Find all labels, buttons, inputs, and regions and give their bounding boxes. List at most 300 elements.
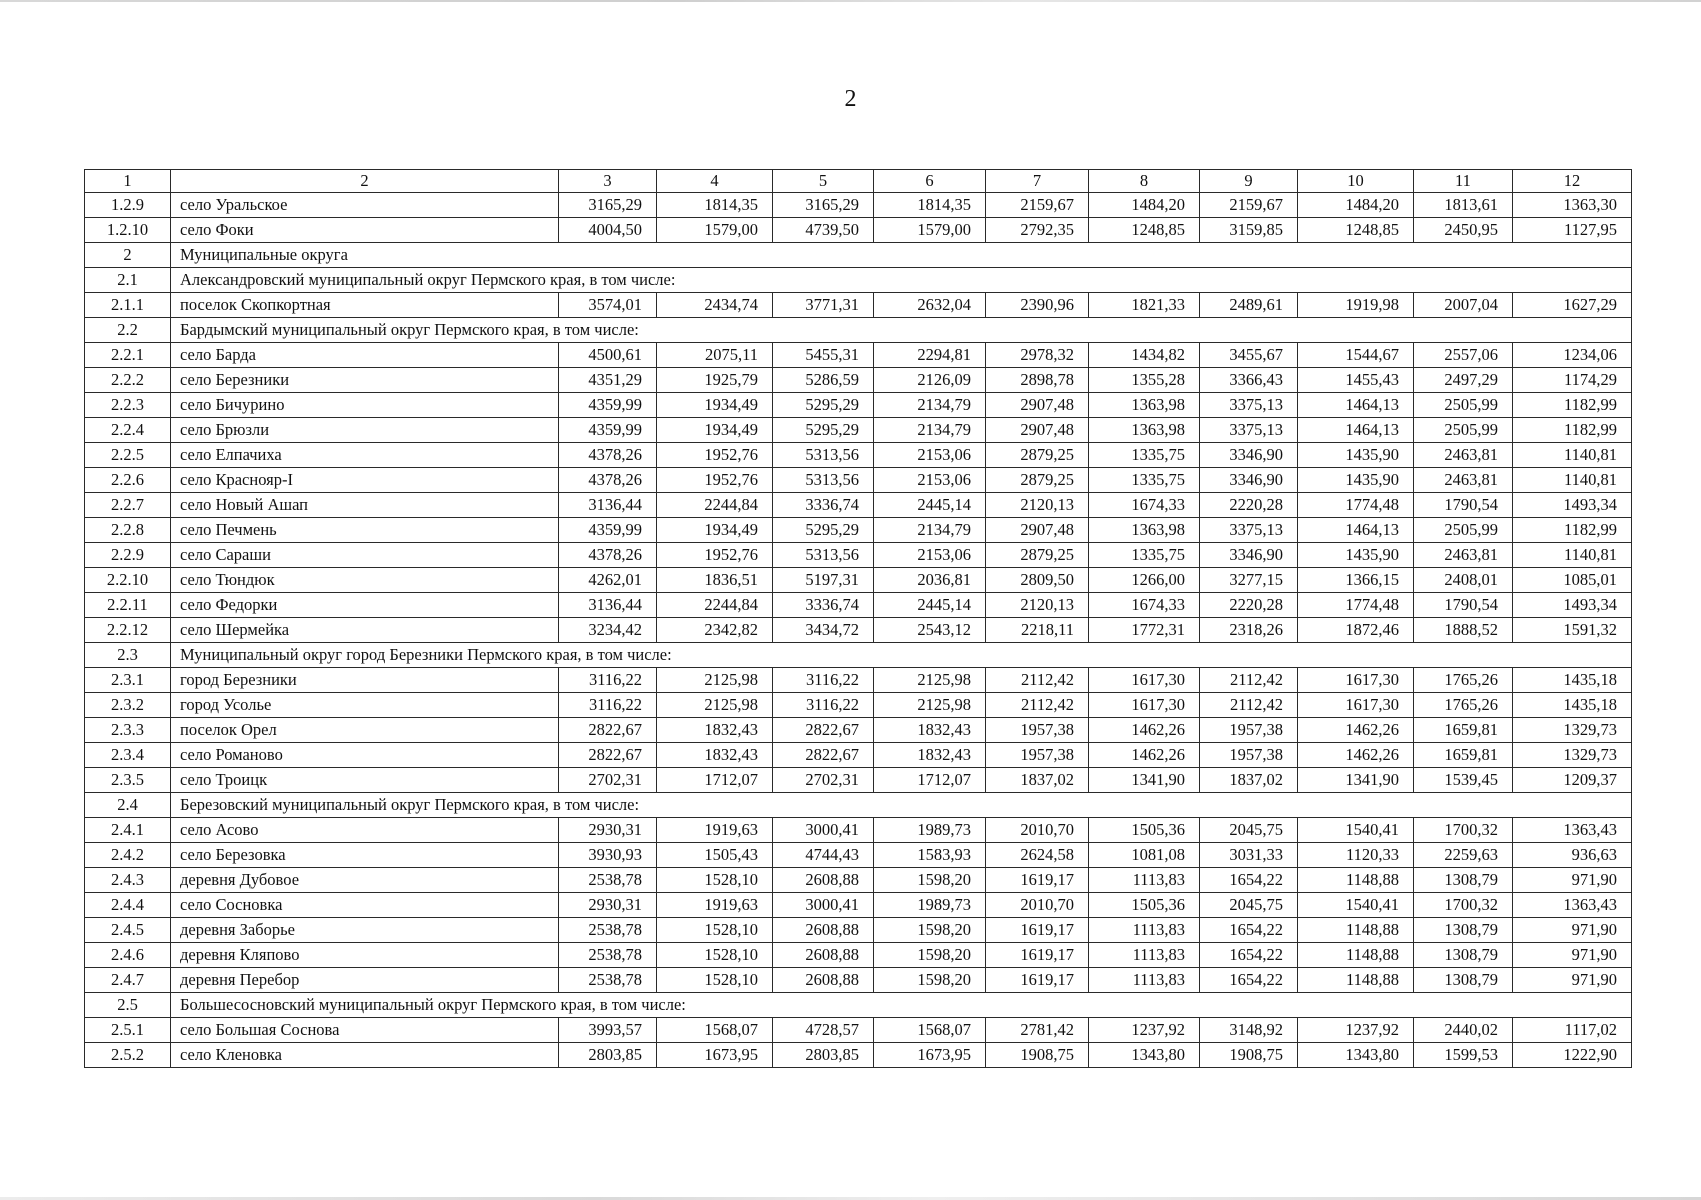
section-row <box>85 318 1632 343</box>
settlement-name-cell: село Федорки <box>171 593 559 618</box>
value-cell: 1493,34 <box>1513 593 1632 618</box>
value-cell: 1832,43 <box>657 718 773 743</box>
value-cell: 1700,32 <box>1414 818 1513 843</box>
value-cell: 1617,30 <box>1298 693 1414 718</box>
value-cell: 2907,48 <box>986 418 1089 443</box>
value-cell: 2978,32 <box>986 343 1089 368</box>
value-cell: 1366,15 <box>1298 568 1414 593</box>
value-cell: 1435,90 <box>1298 468 1414 493</box>
value-cell: 1329,73 <box>1513 743 1632 768</box>
value-cell: 2803,85 <box>559 1043 657 1068</box>
value-cell: 3000,41 <box>773 818 874 843</box>
value-cell: 2390,96 <box>986 293 1089 318</box>
value-cell: 1462,26 <box>1089 743 1200 768</box>
table-row <box>85 418 1632 443</box>
settlement-name-cell: село Березовка <box>171 843 559 868</box>
value-cell: 2318,26 <box>1200 618 1298 643</box>
value-cell: 1528,10 <box>657 918 773 943</box>
value-cell: 5197,31 <box>773 568 874 593</box>
table-row <box>85 493 1632 518</box>
value-cell: 1266,00 <box>1089 568 1200 593</box>
value-cell: 2822,67 <box>559 718 657 743</box>
value-cell: 2608,88 <box>773 943 874 968</box>
value-cell: 2112,42 <box>986 693 1089 718</box>
table-row <box>85 843 1632 868</box>
value-cell: 1919,98 <box>1298 293 1414 318</box>
value-cell: 2557,06 <box>1414 343 1513 368</box>
value-cell: 1528,10 <box>657 968 773 993</box>
row-number-cell: 2.1 <box>85 268 171 293</box>
value-cell: 2538,78 <box>559 918 657 943</box>
value-cell: 2930,31 <box>559 893 657 918</box>
table-row <box>85 293 1632 318</box>
value-cell: 1837,02 <box>986 768 1089 793</box>
table-row <box>85 443 1632 468</box>
value-cell: 2505,99 <box>1414 393 1513 418</box>
scan-edge-top <box>0 0 1701 2</box>
value-cell: 1355,28 <box>1089 368 1200 393</box>
value-cell: 2809,50 <box>986 568 1089 593</box>
table-row <box>85 818 1632 843</box>
value-cell: 5295,29 <box>773 518 874 543</box>
value-cell: 2463,81 <box>1414 468 1513 493</box>
row-number-cell: 2.3.2 <box>85 693 171 718</box>
value-cell: 2822,67 <box>559 743 657 768</box>
value-cell: 1654,22 <box>1200 943 1298 968</box>
value-cell: 971,90 <box>1513 968 1632 993</box>
table-row <box>85 218 1632 243</box>
value-cell: 2803,85 <box>773 1043 874 1068</box>
value-cell: 1493,34 <box>1513 493 1632 518</box>
value-cell: 4378,26 <box>559 543 657 568</box>
value-cell: 1182,99 <box>1513 393 1632 418</box>
value-cell: 2538,78 <box>559 868 657 893</box>
value-cell: 2632,04 <box>874 293 986 318</box>
value-cell: 1919,63 <box>657 818 773 843</box>
value-cell: 1113,83 <box>1089 918 1200 943</box>
value-cell: 4378,26 <box>559 468 657 493</box>
value-cell: 2220,28 <box>1200 493 1298 518</box>
value-cell: 1363,98 <box>1089 393 1200 418</box>
row-number-cell: 2.2.11 <box>85 593 171 618</box>
value-cell: 1673,95 <box>657 1043 773 1068</box>
value-cell: 1989,73 <box>874 818 986 843</box>
row-number-cell: 2.4.2 <box>85 843 171 868</box>
value-cell: 2408,01 <box>1414 568 1513 593</box>
settlement-name-cell: село Кленовка <box>171 1043 559 1068</box>
value-cell: 2007,04 <box>1414 293 1513 318</box>
row-number-cell: 2.4.4 <box>85 893 171 918</box>
value-cell: 2218,11 <box>986 618 1089 643</box>
value-cell: 1934,49 <box>657 518 773 543</box>
value-cell: 3346,90 <box>1200 443 1298 468</box>
page-number: 2 <box>844 86 857 112</box>
value-cell: 3136,44 <box>559 593 657 618</box>
value-cell: 1484,20 <box>1298 193 1414 218</box>
value-cell: 1712,07 <box>874 768 986 793</box>
settlement-name-cell: село Тюндюк <box>171 568 559 593</box>
section-title-cell: Березовский муниципальный округ Пермского края, в том числе: <box>171 793 1632 818</box>
row-number-cell: 2 <box>85 243 171 268</box>
value-cell: 3346,90 <box>1200 543 1298 568</box>
settlement-name-cell: село Шермейка <box>171 618 559 643</box>
row-number-cell: 2.5.1 <box>85 1018 171 1043</box>
value-cell: 4728,57 <box>773 1018 874 1043</box>
value-cell: 1774,48 <box>1298 493 1414 518</box>
value-cell: 1308,79 <box>1414 943 1513 968</box>
value-cell: 3165,29 <box>773 193 874 218</box>
value-cell: 2505,99 <box>1414 518 1513 543</box>
value-cell: 2608,88 <box>773 868 874 893</box>
row-number-cell: 2.3.5 <box>85 768 171 793</box>
value-cell: 3434,72 <box>773 618 874 643</box>
row-number-cell: 2.4.7 <box>85 968 171 993</box>
section-row <box>85 993 1632 1018</box>
value-cell: 1308,79 <box>1414 868 1513 893</box>
value-cell: 1659,81 <box>1414 718 1513 743</box>
value-cell: 1673,95 <box>874 1043 986 1068</box>
section-row <box>85 643 1632 668</box>
value-cell: 1700,32 <box>1414 893 1513 918</box>
value-cell: 1598,20 <box>874 968 986 993</box>
value-cell: 1237,92 <box>1089 1018 1200 1043</box>
value-cell: 2125,98 <box>657 693 773 718</box>
value-cell: 1363,98 <box>1089 518 1200 543</box>
value-cell: 1814,35 <box>874 193 986 218</box>
value-cell: 971,90 <box>1513 943 1632 968</box>
value-cell: 2010,70 <box>986 893 1089 918</box>
settlement-name-cell: село Троицк <box>171 768 559 793</box>
row-number-cell: 2.2.4 <box>85 418 171 443</box>
value-cell: 1908,75 <box>1200 1043 1298 1068</box>
value-cell: 3277,15 <box>1200 568 1298 593</box>
value-cell: 2125,98 <box>874 693 986 718</box>
value-cell: 971,90 <box>1513 918 1632 943</box>
value-cell: 1140,81 <box>1513 468 1632 493</box>
value-cell: 1120,33 <box>1298 843 1414 868</box>
value-cell: 1598,20 <box>874 943 986 968</box>
value-cell: 3116,22 <box>773 668 874 693</box>
value-cell: 1579,00 <box>874 218 986 243</box>
value-cell: 4500,61 <box>559 343 657 368</box>
value-cell: 1341,90 <box>1089 768 1200 793</box>
value-cell: 1813,61 <box>1414 193 1513 218</box>
value-cell: 1222,90 <box>1513 1043 1632 1068</box>
row-number-cell: 1.2.9 <box>85 193 171 218</box>
value-cell: 4359,99 <box>559 393 657 418</box>
value-cell: 3375,13 <box>1200 393 1298 418</box>
value-cell: 2505,99 <box>1414 418 1513 443</box>
value-cell: 1583,93 <box>874 843 986 868</box>
value-cell: 3116,22 <box>773 693 874 718</box>
value-cell: 1148,88 <box>1298 868 1414 893</box>
value-cell: 2159,67 <box>1200 193 1298 218</box>
row-number-cell: 2.2.12 <box>85 618 171 643</box>
table-row <box>85 693 1632 718</box>
row-number-cell: 2.4 <box>85 793 171 818</box>
value-cell: 2134,79 <box>874 518 986 543</box>
value-cell: 1329,73 <box>1513 718 1632 743</box>
value-cell: 3336,74 <box>773 593 874 618</box>
row-number-cell: 2.5.2 <box>85 1043 171 1068</box>
section-title-cell: Муниципальные округа <box>171 243 1632 268</box>
value-cell: 1837,02 <box>1200 768 1298 793</box>
value-cell: 5295,29 <box>773 393 874 418</box>
value-cell: 2543,12 <box>874 618 986 643</box>
value-cell: 2125,98 <box>874 668 986 693</box>
value-cell: 1528,10 <box>657 868 773 893</box>
value-cell: 2792,35 <box>986 218 1089 243</box>
value-cell: 1435,18 <box>1513 668 1632 693</box>
value-cell: 971,90 <box>1513 868 1632 893</box>
value-cell: 1308,79 <box>1414 968 1513 993</box>
row-number-cell: 2.2 <box>85 318 171 343</box>
value-cell: 1568,07 <box>874 1018 986 1043</box>
value-cell: 1343,80 <box>1298 1043 1414 1068</box>
value-cell: 2463,81 <box>1414 443 1513 468</box>
value-cell: 1544,67 <box>1298 343 1414 368</box>
settlement-name-cell: город Березники <box>171 668 559 693</box>
value-cell: 1619,17 <box>986 918 1089 943</box>
settlement-name-cell: деревня Заборье <box>171 918 559 943</box>
settlement-name-cell: село Большая Соснова <box>171 1018 559 1043</box>
value-cell: 4262,01 <box>559 568 657 593</box>
value-cell: 5313,56 <box>773 468 874 493</box>
value-cell: 1484,20 <box>1089 193 1200 218</box>
row-number-cell: 2.2.2 <box>85 368 171 393</box>
settlement-name-cell: село Бичурино <box>171 393 559 418</box>
value-cell: 2608,88 <box>773 968 874 993</box>
table-row <box>85 543 1632 568</box>
settlement-name-cell: деревня Кляпово <box>171 943 559 968</box>
value-cell: 1934,49 <box>657 418 773 443</box>
value-cell: 2898,78 <box>986 368 1089 393</box>
value-cell: 1617,30 <box>1089 693 1200 718</box>
value-cell: 3375,13 <box>1200 418 1298 443</box>
value-cell: 2822,67 <box>773 718 874 743</box>
table-row <box>85 668 1632 693</box>
value-cell: 2702,31 <box>773 768 874 793</box>
value-cell: 1599,53 <box>1414 1043 1513 1068</box>
table-row <box>85 343 1632 368</box>
table-row <box>85 1018 1632 1043</box>
value-cell: 3930,93 <box>559 843 657 868</box>
value-cell: 1540,41 <box>1298 818 1414 843</box>
value-cell: 1598,20 <box>874 918 986 943</box>
value-cell: 1952,76 <box>657 468 773 493</box>
value-cell: 1174,29 <box>1513 368 1632 393</box>
value-cell: 4378,26 <box>559 443 657 468</box>
value-cell: 1790,54 <box>1414 493 1513 518</box>
value-cell: 2126,09 <box>874 368 986 393</box>
row-number-cell: 2.2.5 <box>85 443 171 468</box>
value-cell: 1341,90 <box>1298 768 1414 793</box>
value-cell: 2125,98 <box>657 668 773 693</box>
value-cell: 2134,79 <box>874 393 986 418</box>
column-header: 1 <box>85 170 171 193</box>
table-row <box>85 768 1632 793</box>
value-cell: 1617,30 <box>1298 668 1414 693</box>
section-row <box>85 268 1632 293</box>
value-cell: 1539,45 <box>1414 768 1513 793</box>
value-cell: 2294,81 <box>874 343 986 368</box>
column-header: 4 <box>657 170 773 193</box>
value-cell: 1182,99 <box>1513 518 1632 543</box>
value-cell: 1113,83 <box>1089 968 1200 993</box>
value-cell: 1343,80 <box>1089 1043 1200 1068</box>
value-cell: 2879,25 <box>986 543 1089 568</box>
table-row <box>85 368 1632 393</box>
tariff-table <box>84 169 1632 1068</box>
value-cell: 2075,11 <box>657 343 773 368</box>
value-cell: 2879,25 <box>986 443 1089 468</box>
value-cell: 1836,51 <box>657 568 773 593</box>
value-cell: 1908,75 <box>986 1043 1089 1068</box>
value-cell: 1957,38 <box>986 718 1089 743</box>
settlement-name-cell: поселок Орел <box>171 718 559 743</box>
value-cell: 2497,29 <box>1414 368 1513 393</box>
value-cell: 1957,38 <box>986 743 1089 768</box>
value-cell: 1790,54 <box>1414 593 1513 618</box>
row-number-cell: 2.4.1 <box>85 818 171 843</box>
value-cell: 2930,31 <box>559 818 657 843</box>
value-cell: 1772,31 <box>1089 618 1200 643</box>
value-cell: 3993,57 <box>559 1018 657 1043</box>
value-cell: 2112,42 <box>1200 693 1298 718</box>
value-cell: 3159,85 <box>1200 218 1298 243</box>
value-cell: 2112,42 <box>986 668 1089 693</box>
value-cell: 5295,29 <box>773 418 874 443</box>
value-cell: 1654,22 <box>1200 868 1298 893</box>
value-cell: 1765,26 <box>1414 668 1513 693</box>
value-cell: 1434,82 <box>1089 343 1200 368</box>
section-title-cell: Большесосновский муниципальный округ Пермского края, в том числе: <box>171 993 1632 1018</box>
column-header: 2 <box>171 170 559 193</box>
settlement-name-cell: село Сараши <box>171 543 559 568</box>
row-number-cell: 1.2.10 <box>85 218 171 243</box>
section-row <box>85 243 1632 268</box>
value-cell: 2112,42 <box>1200 668 1298 693</box>
value-cell: 1085,01 <box>1513 568 1632 593</box>
value-cell: 2781,42 <box>986 1018 1089 1043</box>
value-cell: 3136,44 <box>559 493 657 518</box>
settlement-name-cell: село Уральское <box>171 193 559 218</box>
value-cell: 2463,81 <box>1414 543 1513 568</box>
value-cell: 1363,98 <box>1089 418 1200 443</box>
value-cell: 1505,43 <box>657 843 773 868</box>
value-cell: 2244,84 <box>657 493 773 518</box>
value-cell: 2445,14 <box>874 593 986 618</box>
table-row <box>85 868 1632 893</box>
table-row <box>85 1043 1632 1068</box>
value-cell: 1335,75 <box>1089 468 1200 493</box>
value-cell: 1505,36 <box>1089 893 1200 918</box>
column-header: 10 <box>1298 170 1414 193</box>
settlement-name-cell: село Асово <box>171 818 559 843</box>
row-number-cell: 2.4.3 <box>85 868 171 893</box>
value-cell: 5313,56 <box>773 443 874 468</box>
value-cell: 1435,18 <box>1513 693 1632 718</box>
value-cell: 1627,29 <box>1513 293 1632 318</box>
value-cell: 1464,13 <box>1298 393 1414 418</box>
settlement-name-cell: село Барда <box>171 343 559 368</box>
value-cell: 2907,48 <box>986 518 1089 543</box>
value-cell: 1455,43 <box>1298 368 1414 393</box>
value-cell: 2153,06 <box>874 468 986 493</box>
value-cell: 1435,90 <box>1298 443 1414 468</box>
value-cell: 3116,22 <box>559 668 657 693</box>
value-cell: 2434,74 <box>657 293 773 318</box>
value-cell: 5455,31 <box>773 343 874 368</box>
value-cell: 2702,31 <box>559 768 657 793</box>
value-cell: 2045,75 <box>1200 818 1298 843</box>
value-cell: 1182,99 <box>1513 418 1632 443</box>
value-cell: 1148,88 <box>1298 943 1414 968</box>
value-cell: 1140,81 <box>1513 543 1632 568</box>
value-cell: 1462,26 <box>1298 743 1414 768</box>
value-cell: 1617,30 <box>1089 668 1200 693</box>
row-number-cell: 2.2.9 <box>85 543 171 568</box>
row-number-cell: 2.1.1 <box>85 293 171 318</box>
column-header: 9 <box>1200 170 1298 193</box>
value-cell: 1619,17 <box>986 868 1089 893</box>
value-cell: 4739,50 <box>773 218 874 243</box>
value-cell: 2134,79 <box>874 418 986 443</box>
value-cell: 1363,30 <box>1513 193 1632 218</box>
value-cell: 1832,43 <box>874 718 986 743</box>
settlement-name-cell: село Краснояр-I <box>171 468 559 493</box>
value-cell: 1234,06 <box>1513 343 1632 368</box>
value-cell: 4359,99 <box>559 418 657 443</box>
value-cell: 2159,67 <box>986 193 1089 218</box>
value-cell: 1674,33 <box>1089 593 1200 618</box>
section-title-cell: Муниципальный округ город Березники Пермского края, в том числе: <box>171 643 1632 668</box>
table-row <box>85 618 1632 643</box>
column-header: 6 <box>874 170 986 193</box>
value-cell: 1140,81 <box>1513 443 1632 468</box>
value-cell: 2440,02 <box>1414 1018 1513 1043</box>
value-cell: 2120,13 <box>986 593 1089 618</box>
value-cell: 1619,17 <box>986 943 1089 968</box>
value-cell: 1127,95 <box>1513 218 1632 243</box>
row-number-cell: 2.3 <box>85 643 171 668</box>
value-cell: 1237,92 <box>1298 1018 1414 1043</box>
value-cell: 3165,29 <box>559 193 657 218</box>
settlement-name-cell: село Новый Ашап <box>171 493 559 518</box>
table-row <box>85 968 1632 993</box>
value-cell: 2036,81 <box>874 568 986 593</box>
value-cell: 2907,48 <box>986 393 1089 418</box>
row-number-cell: 2.3.4 <box>85 743 171 768</box>
value-cell: 2879,25 <box>986 468 1089 493</box>
section-title-cell: Александровский муниципальный округ Пермского края, в том числе: <box>171 268 1632 293</box>
settlement-name-cell: село Фоки <box>171 218 559 243</box>
value-cell: 4359,99 <box>559 518 657 543</box>
value-cell: 2608,88 <box>773 918 874 943</box>
value-cell: 1464,13 <box>1298 418 1414 443</box>
value-cell: 1117,02 <box>1513 1018 1632 1043</box>
table-row <box>85 568 1632 593</box>
table-row <box>85 893 1632 918</box>
value-cell: 1113,83 <box>1089 943 1200 968</box>
value-cell: 1765,26 <box>1414 693 1513 718</box>
table-row <box>85 593 1632 618</box>
value-cell: 5286,59 <box>773 368 874 393</box>
value-cell: 1308,79 <box>1414 918 1513 943</box>
value-cell: 1814,35 <box>657 193 773 218</box>
value-cell: 1888,52 <box>1414 618 1513 643</box>
value-cell: 1148,88 <box>1298 918 1414 943</box>
